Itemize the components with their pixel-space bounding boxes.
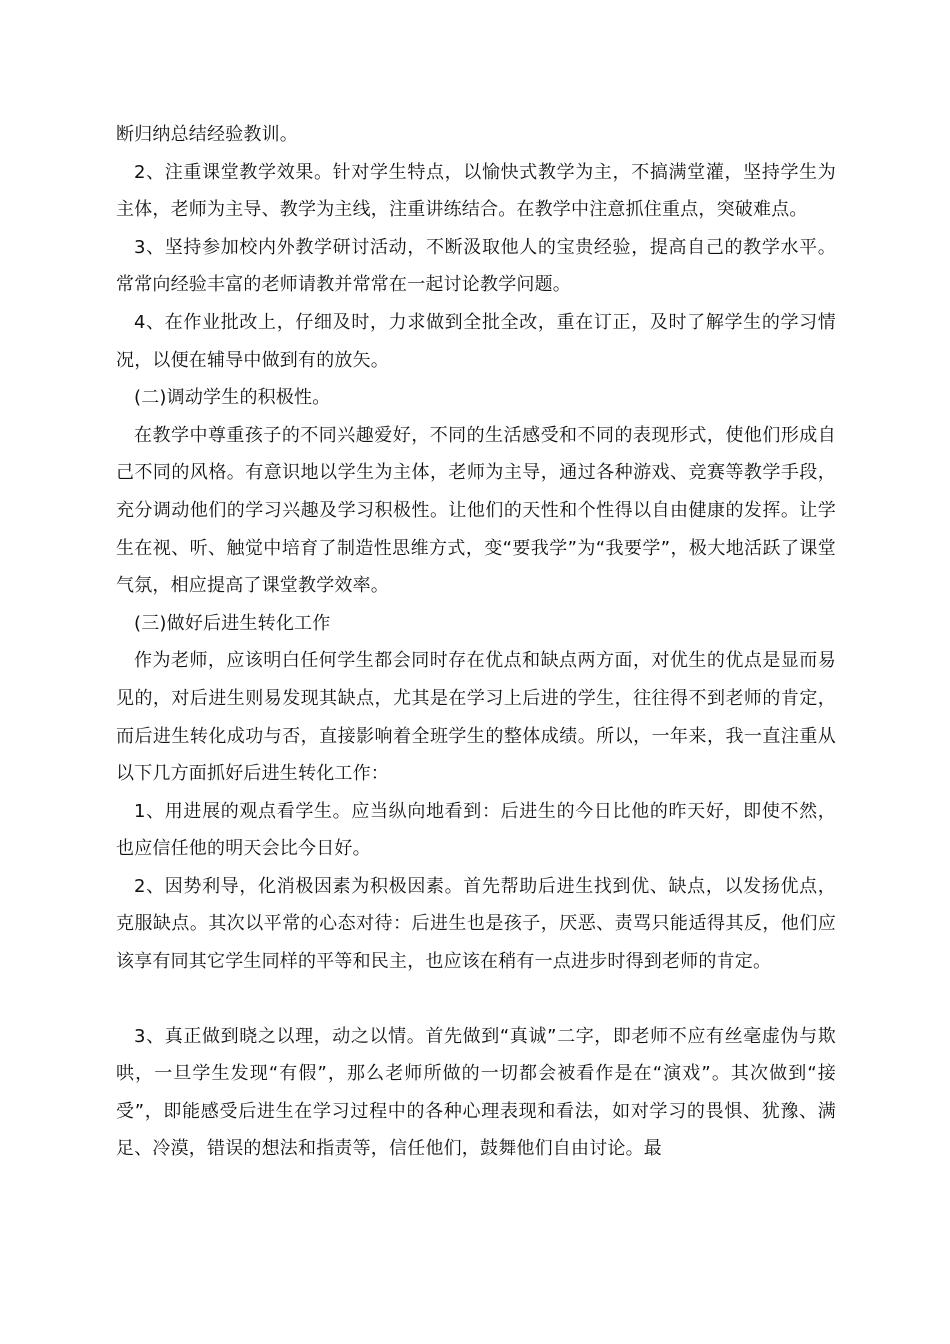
section-heading-3: (三)做好后进生转化工作 (134, 612, 331, 634)
paragraph-continuation: 断归纳总结经验教训。 (116, 124, 298, 145)
paragraph-item-4-homework: 4、在作业批改上，仔细及时，力求做到全批全改，重在订正，及时了解学生的学习情况，以便在辅导中做到有的放矢。 (116, 311, 836, 371)
paragraph-item-2-guidance: 2、因势利导，化消极因素为积极因素。首先帮助后进生找到优、缺点，以发扬优点，克服缺点。其次以平常的心态对待：后进生也是孩子，厌恶、责骂只能适得其反，他们应该享有同其它学生同样的平等和民主，也应该在稍有一点进步时得到老师的肯定。 (116, 875, 836, 973)
blank-line (116, 981, 836, 1018)
paragraph-item-2-classroom-effect: 2、注重课堂教学效果。针对学生特点，以愉快式教学为主，不搞满堂灌，坚持学生为主体，老师为主导、教学为主线，注重讲练结合。在教学中注意抓住重点，突破难点。 (116, 161, 836, 221)
paragraph-student-initiative: 在教学中尊重孩子的不同兴趣爱好，不同的生活感受和不同的表现形式，使他们形成自己不同的风格。有意识地以学生为主体，老师为主导，通过各种游戏、竞赛等教学手段，充分调动他们的学习兴趣及学习积极性。让他们的天性和个性得以自由健康的发挥。让学生在视、听、触觉中培育了制造性思维方式，变“要我学”为“我要学”，极大地活跃了课堂气氛，相应提高了课堂教学效率。 (116, 424, 836, 597)
paragraph-underachievers-intro: 作为老师，应该明白任何学生都会同时存在优点和缺点两方面，对优生的优点是显而易见的，对后进生则易发现其缺点，尤其是在学习上后进的学生，往往得不到老师的肯定，而后进生转化成功与否，直接影响着全班学生的整体成绩。所以，一年来，我一直注重从以下几方面抓好后进生转化工作： (116, 650, 836, 785)
paragraph-item-3-research-activities: 3、坚持参加校内外教学研讨活动，不断汲取他人的宝贵经验，提高自己的教学水平。常常向经验丰富的老师请教并常常在一起讨论教学问题。 (116, 236, 836, 296)
body-text (116, 116, 836, 1168)
paragraph-item-3-reason-emotion: 3、真正做到晓之以理，动之以情。首先做到“真诚”二字，即老师不应有丝毫虚伪与欺哄，一旦学生发现“有假”，那么老师所做的一切都会被看作是在“演戏”。其次做到“接受”，即能感受后进生在学习过程中的各种心理表现和看法，如对学习的畏惧、犹豫、满足、冷漠，错误的想法和指责等，信任他们，鼓舞他们自由讨论。最 (116, 1025, 836, 1160)
paragraph-item-1-development-view: 1、用进展的观点看学生。应当纵向地看到：后进生的今日比他的昨天好，即使不然，也应信任他的明天会比今日好。 (116, 800, 836, 860)
section-heading-2: (二)调动学生的积极性。 (134, 387, 331, 409)
